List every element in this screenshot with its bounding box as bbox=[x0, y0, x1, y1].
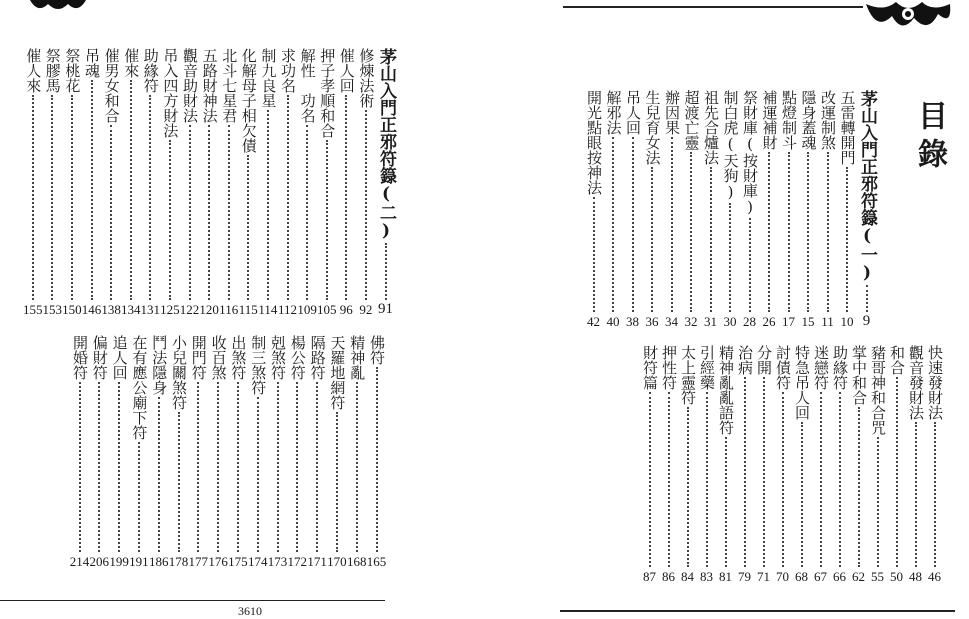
toc-entry-page: 31 bbox=[704, 314, 717, 329]
toc-entry-page: 115 bbox=[238, 302, 258, 317]
toc-entry bbox=[189, 335, 208, 570]
toc-entry-page: 11 bbox=[821, 314, 834, 329]
toc-entry-title: 茅山入門正邪符籙(一) bbox=[857, 90, 877, 283]
toc-entry-page: 199 bbox=[109, 554, 129, 569]
toc-entry bbox=[584, 90, 603, 330]
leader-dots bbox=[725, 437, 727, 567]
toc-entry-title: 助緣符 bbox=[141, 48, 160, 93]
leader-dots bbox=[749, 218, 751, 312]
toc-entry bbox=[818, 90, 837, 330]
toc-entry-page: 40 bbox=[606, 314, 620, 329]
toc-entry-page: 173 bbox=[267, 554, 288, 569]
toc-entry-page: 66 bbox=[833, 569, 846, 584]
toc-entry bbox=[678, 345, 697, 585]
toc-entry bbox=[43, 48, 62, 318]
toc-entry-page: 177 bbox=[188, 554, 209, 569]
toc-entry-page: 15 bbox=[801, 314, 815, 329]
toc-entry-page: 168 bbox=[346, 554, 367, 569]
toc-entry-page: 55 bbox=[871, 569, 884, 584]
toc-entry-page: 83 bbox=[700, 569, 713, 584]
toc-entry-title: 在有應公廟下符 bbox=[130, 335, 149, 440]
toc-entry-page: 46 bbox=[928, 569, 941, 584]
toc-entry bbox=[701, 90, 720, 330]
toc-entry bbox=[160, 48, 179, 318]
toc-entry-page: 68 bbox=[795, 569, 808, 584]
toc-entry-title: 討債符 bbox=[774, 345, 792, 390]
leader-dots bbox=[197, 382, 199, 552]
toc-entry-title: 制白虎(天狗) bbox=[721, 90, 740, 201]
toc-entry bbox=[868, 345, 887, 585]
toc-entry-title: 補運補財 bbox=[760, 90, 779, 150]
toc-entry-title: 迷戀符 bbox=[812, 345, 830, 390]
leader-dots bbox=[896, 377, 898, 567]
leader-dots bbox=[782, 392, 784, 567]
toc-entry bbox=[925, 345, 944, 585]
leader-dots bbox=[169, 140, 171, 300]
toc-entry bbox=[337, 48, 356, 318]
toc-entry-page: 67 bbox=[814, 569, 827, 584]
leader-dots bbox=[690, 152, 692, 312]
leader-dots bbox=[807, 152, 809, 312]
toc-entry bbox=[356, 48, 375, 318]
toc-entry-title: 開門符 bbox=[189, 335, 208, 380]
toc-entry-page: 30 bbox=[723, 314, 737, 329]
leader-dots bbox=[706, 392, 708, 567]
toc-entry-page: 165 bbox=[366, 554, 387, 569]
toc-entry-title: 快速發財法 bbox=[926, 345, 944, 420]
toc-entry-page: 114 bbox=[258, 302, 278, 317]
leader-dots bbox=[228, 125, 230, 300]
leader-dots bbox=[217, 382, 219, 552]
toc-entry-page: 116 bbox=[219, 302, 239, 317]
toc-entry bbox=[906, 345, 925, 585]
leader-dots bbox=[51, 95, 53, 300]
toc-entry bbox=[62, 48, 81, 318]
toc-entry bbox=[773, 345, 792, 585]
toc-entry bbox=[327, 335, 346, 570]
leader-dots bbox=[356, 382, 358, 552]
leader-dots bbox=[296, 382, 298, 552]
leader-dots bbox=[877, 437, 879, 567]
toc-entry-page: 155 bbox=[22, 302, 43, 317]
leader-dots bbox=[801, 422, 803, 567]
toc-entry bbox=[838, 90, 857, 330]
toc-entry bbox=[857, 90, 876, 330]
toc-entry-title: 北斗七星君 bbox=[220, 48, 239, 123]
leader-dots bbox=[110, 125, 112, 300]
leader-dots bbox=[668, 392, 670, 567]
toc-entry-title: 修煉法術 bbox=[357, 48, 376, 108]
toc-entry-title: 押子孝順和合 bbox=[318, 48, 337, 138]
toc-entry bbox=[887, 345, 906, 585]
flower-ornament-icon bbox=[28, 0, 88, 14]
toc-entry-page: 86 bbox=[662, 569, 675, 584]
leader-dots bbox=[79, 382, 81, 552]
toc-entry-title: 催人回 bbox=[337, 48, 356, 93]
toc-entry-title: 太上靈符 bbox=[679, 345, 697, 405]
toc-entry bbox=[209, 335, 228, 570]
leader-dots bbox=[846, 167, 848, 312]
toc-entry-title: 催來 bbox=[122, 48, 141, 78]
leader-dots bbox=[237, 382, 239, 552]
toc-entry-title: 掌中和合 bbox=[850, 345, 868, 405]
toc-entry-page: 48 bbox=[909, 569, 922, 584]
toc-entry-title: 剋煞符 bbox=[269, 335, 287, 380]
toc-entry-page: 170 bbox=[327, 554, 347, 569]
toc-entry bbox=[121, 48, 140, 318]
toc-entry-page: 50 bbox=[890, 569, 903, 584]
toc-entry-page: 79 bbox=[738, 569, 751, 584]
toc-entry bbox=[367, 335, 386, 570]
leader-dots bbox=[32, 95, 34, 300]
toc-entry-title: 改運制煞 bbox=[819, 90, 837, 150]
toc-entry-page: 10 bbox=[840, 314, 854, 329]
leader-dots bbox=[138, 442, 140, 552]
bottom-rule-right bbox=[560, 610, 955, 612]
toc-entry-page: 171 bbox=[307, 554, 327, 569]
leader-dots bbox=[376, 367, 378, 552]
toc-entry bbox=[735, 345, 754, 585]
toc-entry bbox=[102, 48, 121, 318]
toc-entry-title: 引經藥 bbox=[698, 345, 716, 390]
toc-entry-title: 求功名 bbox=[279, 48, 297, 93]
leader-dots bbox=[788, 152, 790, 312]
toc-entry-title: 財符篇 bbox=[641, 345, 659, 390]
toc-entry-title: 鬥法隱身 bbox=[150, 335, 169, 395]
toc-entry-title: 解性 功名 bbox=[298, 48, 317, 123]
toc-entry bbox=[659, 345, 678, 585]
leader-dots bbox=[612, 137, 614, 312]
toc-entry bbox=[149, 335, 168, 570]
toc-entry-title: 押性符 bbox=[660, 345, 678, 390]
leader-dots bbox=[839, 392, 841, 567]
toc-entry-title: 解邪法 bbox=[604, 90, 623, 135]
toc-entry-page: 176 bbox=[208, 554, 228, 569]
leader-dots bbox=[820, 392, 822, 567]
toc-entry-title: 楊公符 bbox=[288, 335, 307, 380]
toc-entry-title: 助緣符 bbox=[831, 345, 849, 390]
toc-entry bbox=[288, 335, 307, 570]
toc-entry-title: 祖先合爐法 bbox=[702, 90, 720, 165]
toc-entry-title: 收百煞 bbox=[209, 335, 228, 380]
leader-dots bbox=[277, 382, 279, 552]
leader-dots bbox=[149, 95, 151, 300]
toc-entry bbox=[604, 90, 623, 330]
toc-entry-title: 茅山入門正邪符籙(二) bbox=[376, 48, 396, 241]
toc-entry-page: 92 bbox=[359, 302, 373, 317]
leader-dots bbox=[593, 197, 595, 312]
toc-entry bbox=[643, 90, 662, 330]
toc-entry-page: 206 bbox=[89, 554, 110, 569]
toc-entry-title: 開婚符 bbox=[71, 335, 89, 380]
leader-dots bbox=[651, 167, 653, 312]
leader-dots bbox=[687, 407, 689, 567]
toc-entry-title: 生兒育女法 bbox=[643, 90, 662, 165]
toc-entry-page: 87 bbox=[643, 569, 656, 584]
toc-entry-page: 17 bbox=[782, 314, 795, 329]
toc-entry bbox=[70, 335, 89, 570]
toc-entry-title: 制三煞符 bbox=[249, 335, 268, 395]
toc-entry-title: 祭膠馬 bbox=[43, 48, 62, 93]
toc-entry-page: 109 bbox=[297, 302, 317, 317]
toc-entry bbox=[740, 90, 759, 330]
toc-entry-title: 超渡亡靈 bbox=[682, 90, 701, 150]
toc-entry-page: 178 bbox=[168, 554, 189, 569]
toc-entry-title: 和合 bbox=[888, 345, 906, 375]
toc-entry bbox=[376, 48, 395, 318]
toc-entry bbox=[849, 345, 868, 585]
toc-entry-page: 34 bbox=[665, 314, 678, 329]
toc-entry-title: 祭財庫(按財庫) bbox=[741, 90, 759, 216]
leader-dots bbox=[858, 407, 860, 567]
toc-entry-page: 138 bbox=[101, 302, 121, 317]
leader-dots bbox=[934, 422, 936, 567]
toc-entry-title: 五雷轉開門 bbox=[838, 90, 857, 165]
leader-dots bbox=[316, 382, 318, 552]
toc-entry-page: 26 bbox=[762, 314, 776, 329]
toc-entry-title: 天羅地網符 bbox=[328, 335, 347, 410]
leader-dots bbox=[91, 80, 93, 300]
toc-entry-title: 化解母子相欠債 bbox=[239, 48, 258, 153]
toc-entry-page: 112 bbox=[277, 302, 298, 317]
toc-entry-title: 分開 bbox=[755, 345, 773, 375]
toc-entry bbox=[697, 345, 716, 585]
leader-dots bbox=[768, 152, 770, 312]
toc-entry-page: 32 bbox=[684, 314, 698, 329]
leader-dots bbox=[98, 382, 100, 552]
toc-entry bbox=[754, 345, 773, 585]
page-title: 目錄 bbox=[912, 100, 947, 176]
toc-entry-page: 71 bbox=[757, 569, 770, 584]
leader-dots bbox=[827, 152, 829, 312]
toc-entry-title: 祭桃花 bbox=[63, 48, 82, 93]
toc-entry-page: 84 bbox=[681, 569, 694, 584]
toc-entry bbox=[716, 345, 735, 585]
leader-dots bbox=[267, 110, 269, 300]
toc-entry bbox=[811, 345, 830, 585]
toc-entry bbox=[23, 48, 42, 318]
toc-entry-page: 120 bbox=[199, 302, 219, 317]
toc-entry-page: 81 bbox=[719, 569, 732, 584]
toc-entry-title: 精神亂 bbox=[348, 335, 367, 380]
toc-entry-page: 175 bbox=[228, 554, 248, 569]
toc-entry-title: 吊人回 bbox=[624, 90, 642, 135]
leader-dots bbox=[326, 140, 328, 300]
toc-entry-page: 131 bbox=[140, 302, 161, 317]
toc-entry bbox=[90, 335, 109, 570]
toc-entry-title: 精神亂亂語符 bbox=[717, 345, 735, 435]
toc-entry bbox=[317, 48, 336, 318]
leader-dots bbox=[632, 137, 634, 312]
leader-dots bbox=[671, 137, 673, 312]
leader-dots bbox=[178, 412, 180, 552]
toc-entry-title: 吊魂 bbox=[83, 48, 101, 78]
leader-dots bbox=[729, 203, 731, 312]
leader-dots bbox=[763, 377, 765, 567]
leader-dots bbox=[71, 95, 73, 300]
leader-dots bbox=[158, 397, 160, 552]
toc-entry bbox=[347, 335, 366, 570]
toc-entry-page: 36 bbox=[645, 314, 659, 329]
top-rule-right bbox=[563, 6, 863, 8]
leader-dots bbox=[130, 80, 132, 300]
toc-entry bbox=[830, 345, 849, 585]
toc-entry bbox=[268, 335, 287, 570]
toc-entry-page: 62 bbox=[852, 569, 865, 584]
leader-dots bbox=[385, 243, 387, 300]
toc-entry bbox=[682, 90, 701, 330]
leader-dots bbox=[306, 125, 308, 300]
toc-entry bbox=[799, 90, 818, 330]
toc-entry bbox=[779, 90, 798, 330]
toc-entry-title: 隱身蓋魂 bbox=[799, 90, 818, 150]
toc-entry bbox=[180, 48, 199, 318]
toc-entry bbox=[110, 335, 129, 570]
toc-entry bbox=[640, 345, 659, 585]
toc-entry-page: 9 bbox=[862, 313, 871, 329]
toc-entry-page: 150 bbox=[62, 302, 82, 317]
toc-entry-title: 追人回 bbox=[110, 335, 129, 380]
leader-dots bbox=[287, 95, 289, 300]
leader-dots bbox=[257, 397, 259, 552]
toc-entry-title: 催人來 bbox=[24, 48, 43, 93]
toc-entry-title: 特急吊人回 bbox=[793, 345, 811, 420]
leader-dots bbox=[189, 125, 191, 300]
toc-entry-page: 214 bbox=[69, 554, 90, 569]
toc-entry-page: 42 bbox=[587, 314, 600, 329]
toc-entry-title: 催男女和合 bbox=[102, 48, 121, 123]
toc-entry bbox=[792, 345, 811, 585]
toc-entry-title: 偏財符 bbox=[90, 335, 109, 380]
toc-entry-page: 125 bbox=[160, 302, 180, 317]
toc-entry-title: 觀音發財法 bbox=[907, 345, 925, 420]
toc-entry bbox=[228, 335, 247, 570]
toc-entry-title: 隔路符 bbox=[308, 335, 327, 380]
toc-entry-title: 出煞符 bbox=[229, 335, 248, 380]
toc-entry-page: 191 bbox=[129, 554, 149, 569]
toc-entry bbox=[248, 335, 267, 570]
toc-entry bbox=[278, 48, 297, 318]
toc-entry bbox=[308, 335, 327, 570]
leader-dots bbox=[247, 155, 249, 300]
toc-entry-title: 五路財神法 bbox=[200, 48, 219, 123]
leader-dots bbox=[118, 382, 120, 552]
toc-entry bbox=[129, 335, 148, 570]
toc-entry-page: 153 bbox=[42, 302, 63, 317]
toc-entry bbox=[169, 335, 188, 570]
toc-entry-title: 吊入四方財法 bbox=[161, 48, 180, 138]
leader-dots bbox=[710, 167, 712, 312]
toc-entry-page: 91 bbox=[378, 301, 393, 317]
toc-entry-page: 38 bbox=[626, 314, 639, 329]
page-footer-number: 3610 bbox=[238, 604, 262, 618]
toc-entry-page: 186 bbox=[148, 554, 169, 569]
toc-entry-title: 開光點眼按神法 bbox=[585, 90, 603, 195]
toc-entry-page: 70 bbox=[776, 569, 789, 584]
toc-entry-title: 觀音助財法 bbox=[181, 48, 199, 123]
toc-entry bbox=[623, 90, 642, 330]
toc-entry bbox=[239, 48, 258, 318]
flower-ornament-icon bbox=[862, 0, 954, 34]
toc-entry-page: 28 bbox=[743, 314, 756, 329]
leader-dots bbox=[915, 422, 917, 567]
toc-entry-title: 辦因果 bbox=[663, 90, 681, 135]
toc-entry bbox=[219, 48, 238, 318]
toc-entry-page: 96 bbox=[339, 302, 353, 317]
toc-entry-title: 制九良星 bbox=[259, 48, 278, 108]
toc-entry bbox=[82, 48, 101, 318]
toc-entry-page: 172 bbox=[287, 554, 308, 569]
leader-dots bbox=[336, 412, 338, 552]
leader-dots bbox=[208, 125, 210, 300]
toc-entry-page: 146 bbox=[81, 302, 102, 317]
leader-dots bbox=[649, 392, 651, 567]
toc-entry bbox=[721, 90, 740, 330]
toc-entry bbox=[662, 90, 681, 330]
toc-entry-page: 134 bbox=[120, 302, 141, 317]
toc-entry bbox=[200, 48, 219, 318]
toc-entry bbox=[258, 48, 277, 318]
toc-entry-title: 治病 bbox=[736, 345, 754, 375]
leader-dots bbox=[744, 377, 746, 567]
toc-entry-title: 豬哥神和合咒 bbox=[869, 345, 887, 435]
toc-entry-page: 105 bbox=[316, 302, 337, 317]
leader-dots bbox=[365, 110, 367, 300]
toc-entry-title: 點燈制斗 bbox=[780, 90, 798, 150]
toc-entry bbox=[298, 48, 317, 318]
leader-dots bbox=[866, 285, 868, 312]
leader-dots bbox=[345, 95, 347, 300]
toc-entry bbox=[760, 90, 779, 330]
toc-entry-page: 122 bbox=[179, 302, 200, 317]
toc-entry-page: 174 bbox=[247, 554, 268, 569]
bottom-rule-left bbox=[0, 600, 385, 601]
toc-entry-title: 佛符 bbox=[368, 335, 386, 365]
toc-entry-title: 小兒關煞符 bbox=[170, 335, 188, 410]
toc-entry bbox=[141, 48, 160, 318]
